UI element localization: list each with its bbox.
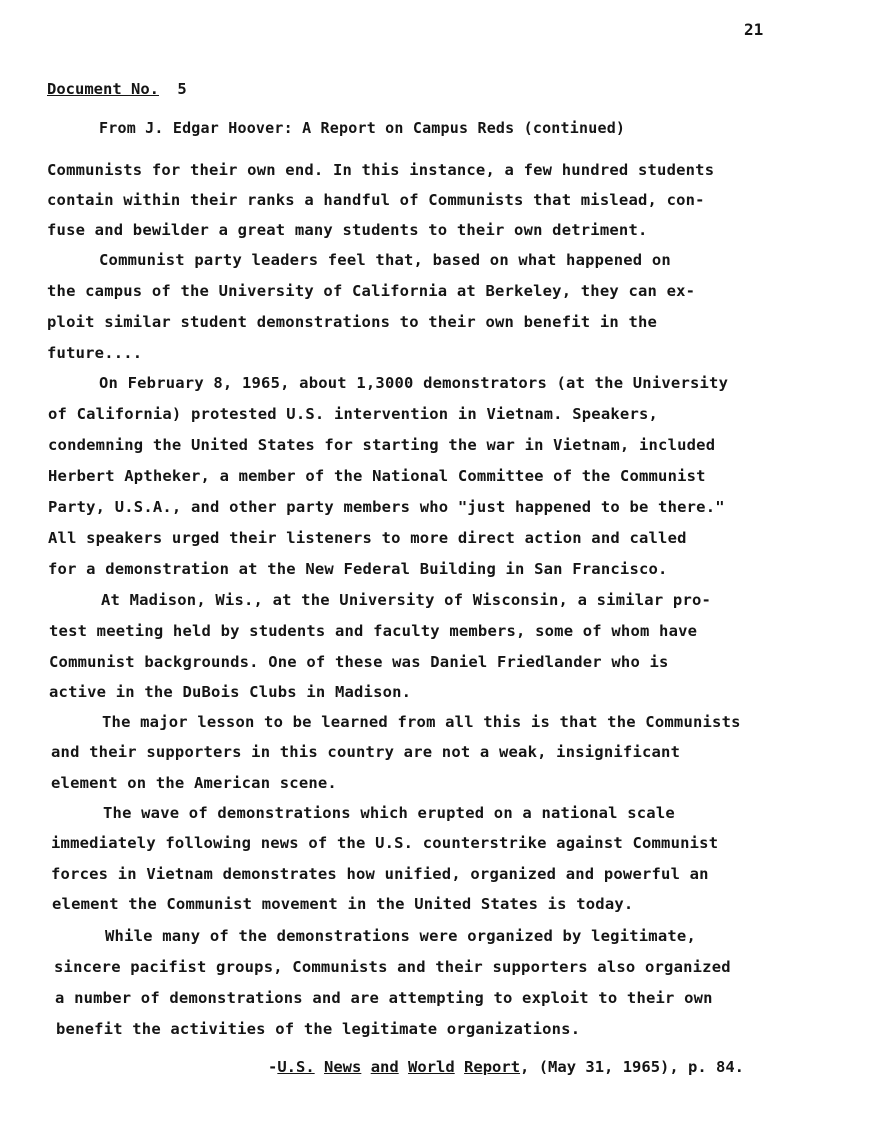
text-line: active in the DuBois Clubs in Madison. — [49, 683, 412, 701]
text-line: contain within their ranks a handful of Communists that mislead, con- — [47, 191, 705, 209]
source-citation — [268, 1058, 744, 1076]
citation-world: World — [408, 1058, 455, 1076]
text-line: and their supporters in this country are not a weak, insignificant — [51, 743, 681, 761]
text-line: Communist party leaders feel that, based on what happened on — [99, 251, 671, 269]
citation-news: News — [324, 1058, 362, 1076]
text-line: fuse and bewilder a great many students to their own detriment. — [47, 221, 648, 239]
text-line: forces in Vietnam demonstrates how unified, organized and powerful an — [51, 865, 709, 883]
text-line: element on the American scene. — [51, 774, 337, 792]
text-line: On February 8, 1965, about 1,3000 demonstrators (at the University — [99, 374, 729, 392]
text-line: Party, U.S.A., and other party members who "just happened to be there." — [48, 498, 725, 516]
text-line: sincere pacifist groups, Communists and their supporters also organized — [54, 958, 731, 976]
text-line: All speakers urged their listeners to more direct action and called — [48, 529, 687, 547]
text-line: test meeting held by students and faculty members, some of whom have — [49, 622, 698, 640]
citation-report: Report — [464, 1058, 521, 1076]
text-line: a number of demonstrations and are attempting to exploit to their own — [55, 989, 713, 1007]
citation-details: , (May 31, 1965), p. 84. — [520, 1058, 745, 1076]
text-line: of California) protested U.S. intervention in Vietnam. Speakers, — [48, 405, 659, 423]
text-line: future.... — [47, 344, 143, 362]
citation-and: and — [370, 1058, 399, 1076]
text-line: ploit similar student demonstrations to their own benefit in the — [47, 313, 658, 331]
text-line: Herbert Aptheker, a member of the National Committee of the Communist — [48, 467, 706, 485]
document-label-prefix: Document No. — [47, 80, 159, 98]
text-line: While many of the demonstrations were organized by legitimate, — [105, 927, 696, 945]
citation-dash: - — [268, 1058, 278, 1076]
text-line: At Madison, Wis., at the University of Wisconsin, a similar pro- — [101, 591, 712, 609]
text-line: Communists for their own end. In this instance, a few hundred students — [47, 161, 715, 179]
text-line: Communist backgrounds. One of these was Daniel Friedlander who is — [49, 653, 669, 671]
text-line: benefit the activities of the legitimate organizations. — [56, 1020, 581, 1038]
document-heading: From J. Edgar Hoover: A Report on Campus Reds (continued) — [99, 119, 626, 137]
document-number: 5 — [177, 80, 187, 98]
text-line: for a demonstration at the New Federal Building in San Francisco. — [48, 560, 668, 578]
text-line: condemning the United States for starting the war in Vietnam, included — [48, 436, 716, 454]
document-label — [47, 80, 205, 98]
text-line: element the Communist movement in the United States is today. — [52, 895, 634, 913]
citation-us: U.S. — [277, 1058, 315, 1076]
text-line: the campus of the University of California at Berkeley, they can ex- — [47, 282, 696, 300]
text-line: The major lesson to be learned from all this is that the Communists — [102, 713, 741, 731]
text-line: immediately following news of the U.S. counterstrike against Communist — [51, 834, 719, 852]
page-number: 21 — [744, 20, 764, 39]
text-line: The wave of demonstrations which erupted on a national scale — [103, 804, 675, 822]
